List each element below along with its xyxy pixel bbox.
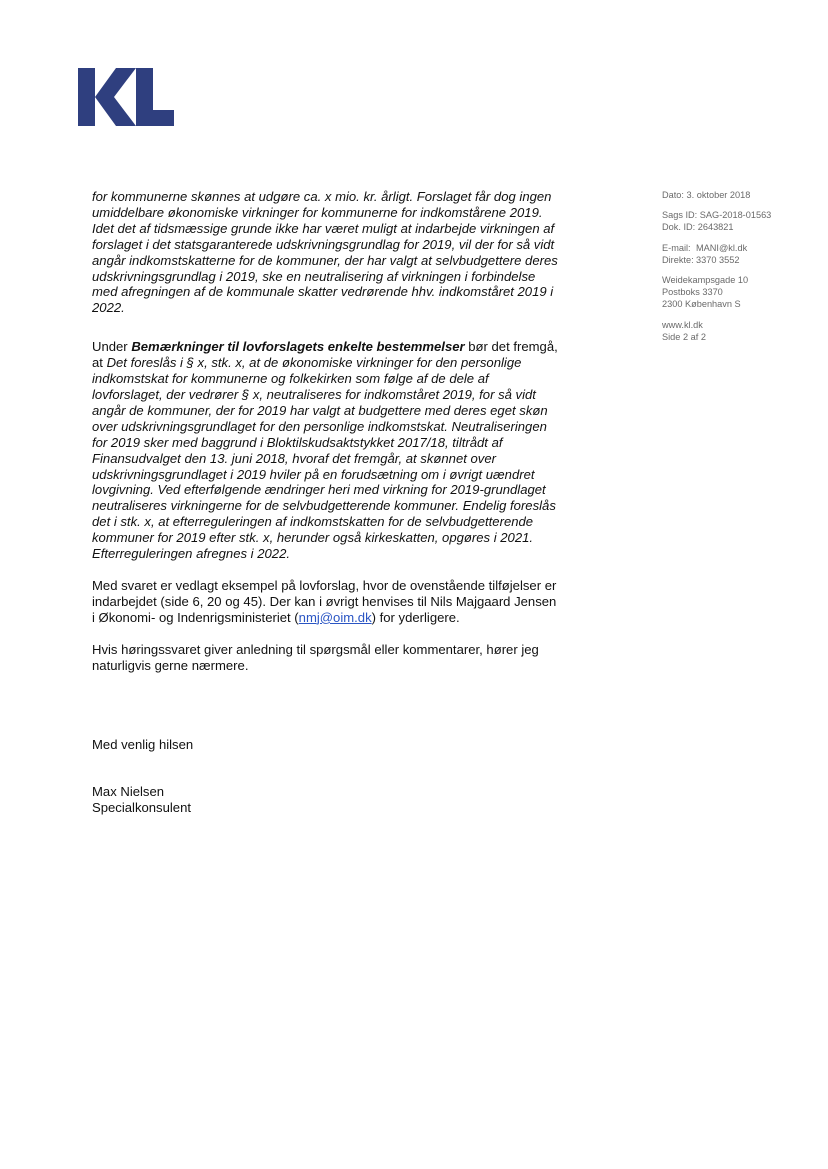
paragraph-2-connector: bør det fremgå, at	[92, 339, 558, 371]
signature-block	[92, 784, 191, 816]
paragraph-3	[92, 578, 562, 626]
document-id-text: Dok. ID: 2643821	[662, 222, 734, 233]
paragraph-2	[92, 339, 562, 562]
website-text: www.kl.dk	[662, 319, 703, 330]
email-row	[662, 242, 822, 254]
address-line-2: Postboks 3370	[662, 287, 723, 298]
signature-title: Specialkonsulent	[92, 799, 191, 815]
address-line-1: Weidekampsgade 10	[662, 275, 749, 286]
paragraph-4: Hvis høringssvaret giver anledning til spørgsmål eller kommentarer, hører jeg naturligvis gerne nærmere.	[92, 641, 539, 673]
paragraph-1: for kommunerne skønnes at udgøre ca. x mio. kr. årligt. Forslaget får dog ingen umiddelbare økonomiske virkninger for kommunerne for indkomstårene 2019. Idet det af tidsmæssige grunde ikke har været muligt at indarbejde virkningen af forslaget i det statsgaranterede udskrivningsgrundlag for 2019, vil der for så vidt angår indkomstskatterne for de kommuner, der har valgt at selvbudgettere deres udskrivningsgrundlag i 2019, ske en neutralisering af virkningen i forbindelse med afregningen af de kommunale skatter vedrørende hhv. indkomståret 2019 i 2022.	[92, 189, 558, 316]
direct-phone-value: 3370 3552	[696, 254, 740, 265]
signature-name: Max Nielsen	[92, 784, 165, 799]
paragraph-2-heading-ref: Bemærkninger til lovforslagets enkelte bestemmelser	[131, 339, 465, 355]
paragraph-2-intro: Under	[92, 339, 132, 355]
case-id-text: Sags ID: SAG-2018-01563	[662, 210, 772, 221]
address-line-3: 2300 København S	[662, 299, 741, 310]
email-label: E-mail:	[662, 242, 691, 253]
letter-body	[92, 189, 562, 689]
date-text: Dato: 3. oktober 2018	[662, 190, 751, 200]
sidebar-metadata	[662, 189, 822, 351]
direct-phone-row	[662, 254, 822, 266]
email-value: MANI@kl.dk	[696, 242, 748, 253]
email-link[interactable]: nmj@oim.dk	[298, 609, 372, 625]
page-number-text: Side 2 af 2	[662, 331, 706, 342]
paragraph-2-quote: Det foreslås i § x, stk. x, at de økonomiske virkninger for den personlige indkomstskat for kommunerne og folkekirken som følge af de dele af lovforslaget, der vedrører § x, neutraliseres for indkomståret 2019, for så vidt angår de kommuner, der for 2019 har valgt at budgettere med deres eget skøn over udskrivningsgrundlaget for den personlige indkomstskat. Neutraliseringen for 2019 sker med baggrund i Bloktilskudsaktstykket 2017/18, tiltrådt af Finansudvalget den 13. juni 2018, hvoraf det fremgår, at skønnet over udskrivningsgrundlaget i 2019 hviler på en forudsætning om i øvrigt uændret lovgivning. Ved efterfølgende ændringer heri med virkning for 2019-grundlaget neutraliseres virkningerne for de selvbudgetterende kommuner. Endelig foreslås det i stk. x, at efterreguleringen af indkomstskatten for de selvbudgetterende kommuner for 2019 efter stk. x, herunder også kirkeskatten, opgøres i 2021. Efterreguleringen afregnes i 2022.	[92, 355, 556, 562]
kl-logo	[78, 68, 174, 126]
direct-phone-label: Direkte:	[662, 254, 694, 265]
closing-greeting: Med venlig hilsen	[92, 737, 194, 752]
paragraph-3-text: Med svaret er vedlagt eksempel på lovforslag, hvor de ovenstående tilføjelser er indarbejdet (side 6, 20 og 45). Der kan i øvrigt henvises til Nils Majgaard Jensen i Økonomi- og Indenrigsministeriet (	[92, 577, 557, 625]
closing-block	[92, 737, 193, 753]
paragraph-3-end: ) for yderligere.	[371, 609, 460, 625]
